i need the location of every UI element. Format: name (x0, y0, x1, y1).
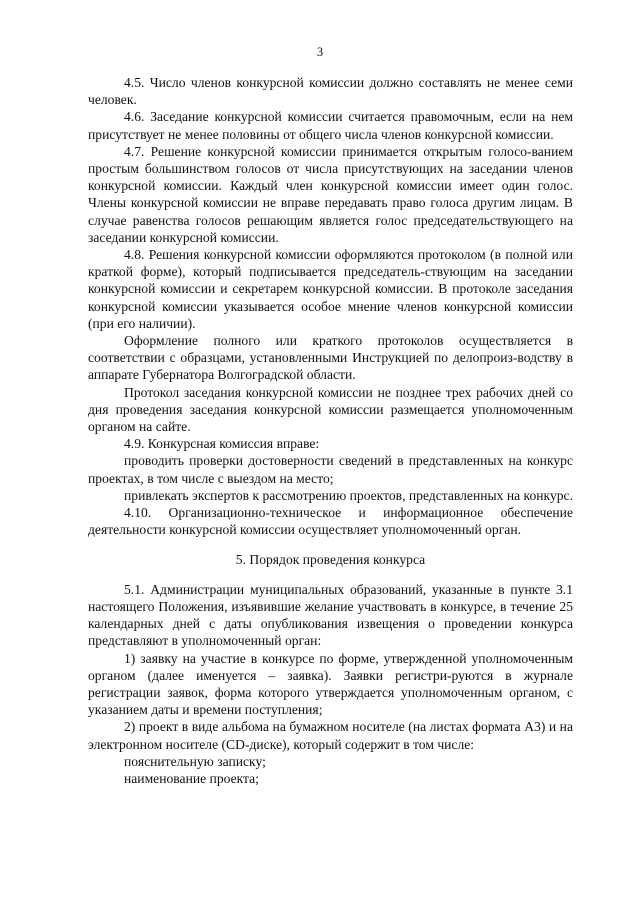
section-heading: 5. Порядок проведения конкурса (235, 552, 426, 568)
paragraph-protocol-format: Оформление полного или краткого протоколов осуществляется в соответствии с образцами, установленными Инструкцией по делопроиз-водству в аппарате Губернатора Волгоградской области. (88, 333, 573, 383)
paragraph-protocol-publication: Протокол заседания конкурсной комиссии не позднее трех рабочих дней со дня проведения заседания конкурсной комиссии размещается уполномоченным органом на сайте. (88, 384, 573, 435)
paragraph-5-1-item-2: 2) проект в виде альбома на бумажном носителе (на листах формата А3) и на электронном носителе (CD-диске), который содержит в том числе: (88, 719, 573, 752)
paragraph-5-1: 5.1. Администрации муниципальных образований, указанные в пункте 3.1 настоящего Положения, изъявившие желание участвовать в конкурсе, в течение 25 календарных дней с даты опубликования извещения о проведении конкурса представляют в уполномоченный орган: (88, 581, 573, 649)
paragraph-project-name: наименование проекта; (124, 770, 259, 786)
paragraph-4-8: 4.8. Решения конкурсной комиссии оформляются протоколом (в полной или краткой форме), который подписывается председатель-ствующим на заседании конкурсной комиссии и секретарем конкурсной комиссии. В протоколе заседания конкурсной комиссии указывается особое мнение членов конкурсной комиссии (при его наличии). (88, 247, 573, 331)
paragraph-4-9: 4.9. Конкурсная комиссия вправе: (124, 436, 320, 452)
paragraph-explanatory-note: пояснительную записку; (124, 753, 266, 769)
paragraph-4-9-item-experts: привлекать экспертов к рассмотрению проектов, представленных на конкурс. (124, 487, 573, 503)
paragraph-4-10: 4.10. Организационно-техническое и информационное обеспечение деятельности конкурсной комиссии осуществляет уполномоченный орган. (88, 505, 573, 538)
paragraph-4-9-item-checks: проводить проверки достоверности сведений в представленных на конкурс проектах, в том числе с выездом на место; (88, 453, 573, 486)
paragraph-5-1-item-1: 1) заявку на участие в конкурсе по форме, утвержденной уполномоченным органом (далее именуется – заявка). Заявки регистри-руются в журнале регистрации заявок, форма которого утверждается уполномоченным органом, с указанием даты и времени поступления; (88, 650, 573, 718)
paragraph-4-6: 4.6. Заседание конкурсной комиссии считается правомочным, если на нем присутствует не менее половины от общего числа членов конкурсной комиссии. (88, 109, 573, 142)
paragraph-4-7: 4.7. Решение конкурсной комиссии принимается открытым голосо-ванием простым большинством голосов от числа присутствующих на заседании членов конкурсной комиссии. Каждый член конкурсной комиссии имеет один голос. Члены конкурсной комиссии не вправе передавать право голоса другим лицам. В случае равенства голосов решающим является голос председательствующего на заседании конкурсной комиссии. (88, 143, 573, 245)
document-body (88, 74, 573, 787)
paragraph-4-5: 4.5. Число членов конкурсной комиссии должно составлять не менее семи человек. (88, 75, 573, 108)
page-number: 3 (316, 45, 324, 59)
